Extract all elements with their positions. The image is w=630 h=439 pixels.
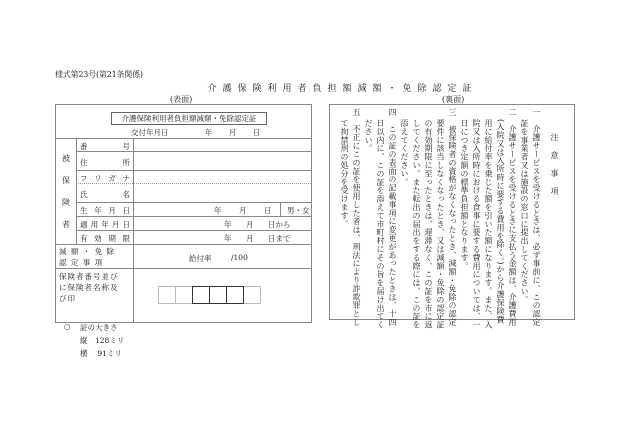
issue-date xyxy=(131,127,281,138)
size-note-width: 横 91ミリ xyxy=(80,349,122,358)
insurer-number-boxes xyxy=(159,286,261,304)
notice-col-6: 院又は入所時における食事に要する費用については、一 xyxy=(472,119,481,329)
insured-char-1: 被 xyxy=(62,154,70,163)
furigana-field[interactable] xyxy=(136,172,308,182)
label-address: 住 所 xyxy=(80,158,130,167)
form-number: 様式第23号(第21条関係) xyxy=(55,70,143,79)
notice-col-11: してください。また転出の届出をする際には、この証を xyxy=(412,119,421,329)
insurer-digit-6[interactable] xyxy=(243,286,261,304)
notice-col-2: 証を事業者又は施設の窓口に提出してください。 xyxy=(520,119,529,304)
notice-col-13: 四 この証の表面の記載事項に変更があったときは、十四 xyxy=(388,108,397,327)
notice-col-4: (入院又は入所時に要する費用を除く。)から介護保険費 xyxy=(496,119,505,324)
birth-year: 年 xyxy=(214,206,222,215)
label-birthdate: 生 年 月 日 xyxy=(80,206,130,215)
birth-day: 日 xyxy=(264,206,272,215)
notice-col-12: 添えてください。 xyxy=(400,119,409,187)
back-card xyxy=(329,104,575,329)
label-furigana: フ リ ガ ナ xyxy=(80,174,130,183)
sex-field[interactable]: 男・女 xyxy=(287,206,310,215)
size-note-bullet: ○ xyxy=(64,322,71,331)
size-note-height: 縦 128ミリ xyxy=(80,336,125,345)
notice-col-1: 一 介護サービスを受けるときは、必ず事前に、この認定 xyxy=(532,108,541,327)
document-title: 介護保険利用者負担額減額・免除認定証 xyxy=(207,84,478,94)
issue-day: 日 xyxy=(252,128,261,137)
front-card xyxy=(55,104,312,323)
front-face-label: (表面) xyxy=(170,95,193,104)
reduction-label: 減 額 ・ 免 除 認 定 事 項 xyxy=(59,247,116,267)
notice-col-5: 用に給付率を乗じた額を引いた額になります。また、入 xyxy=(484,119,493,329)
notice-col-14: 日以内に、この証を添えて市町村にその旨を届け出てく xyxy=(376,119,385,329)
insured-char-2: 保 xyxy=(62,176,70,185)
back-face-label: (裏面) xyxy=(442,95,465,104)
insurer-digit-4[interactable] xyxy=(209,286,227,304)
name-field[interactable] xyxy=(136,185,308,201)
issue-month: 月 xyxy=(228,128,237,137)
notice-col-9: 要件に該当しなくなったとき、又は減額・免除の認定証 xyxy=(436,119,445,329)
address-field[interactable] xyxy=(136,153,308,169)
birth-month: 月 xyxy=(239,206,247,215)
label-name: 氏 名 xyxy=(80,190,130,199)
expiry-year: 年 xyxy=(224,234,232,243)
effective-year: 年 xyxy=(224,220,232,229)
insured-char-3: 険 xyxy=(62,198,70,207)
issue-date-label: 交付年月日 xyxy=(131,128,169,137)
card-title: 介護保険利用者負担額減額・免除認定証 xyxy=(111,112,267,125)
insurer-digit-1[interactable] xyxy=(158,286,176,304)
notice-col-3: 二 介護サービスを受けるときに支払う金額は、介護費用 xyxy=(508,108,517,327)
notice-col-8: 三 被保険者の資格がなくなったとき、減額・免除の認定 xyxy=(448,108,457,327)
expiry-month: 月 xyxy=(246,234,254,243)
insured-char-4: 者 xyxy=(62,220,70,229)
notice-col-15: ださい。 xyxy=(364,119,373,153)
effective-month: 月 xyxy=(246,220,254,229)
notice-col-17: て拘禁刑の処分を受けます。 xyxy=(340,119,349,229)
insurer-digit-3[interactable] xyxy=(192,286,210,304)
notice-col-10: の有効期限に至ったときは、遅滞なく、この証を市に返 xyxy=(424,119,433,329)
insurer-digit-2[interactable] xyxy=(175,286,193,304)
label-effective-date: 適 用 年 月 日 xyxy=(80,220,130,229)
benefit-rate-label: 給付率 xyxy=(189,254,212,263)
effective-day: 日から xyxy=(268,220,291,229)
number-field[interactable] xyxy=(136,141,308,150)
insurer-digit-5[interactable] xyxy=(226,286,244,304)
notice-heading: 注意事項 xyxy=(550,133,559,205)
insurer-label: 保険者番号並び に保険者名称及 び印 xyxy=(59,272,119,303)
notice-col-16: 五 不正にこの証を使用した者は、刑法により詐欺罪とし xyxy=(352,108,361,327)
notice-col-7: 日につき定額の標準負担額となります。 xyxy=(460,119,469,271)
label-expiry: 有 効 期 限 xyxy=(80,234,130,243)
label-number: 番 号 xyxy=(80,142,130,151)
benefit-rate-per: /100 xyxy=(231,253,248,262)
expiry-day: 日まで xyxy=(268,234,291,243)
issue-year: 年 xyxy=(204,128,213,137)
size-note-heading: 証の大きさ xyxy=(80,323,118,332)
